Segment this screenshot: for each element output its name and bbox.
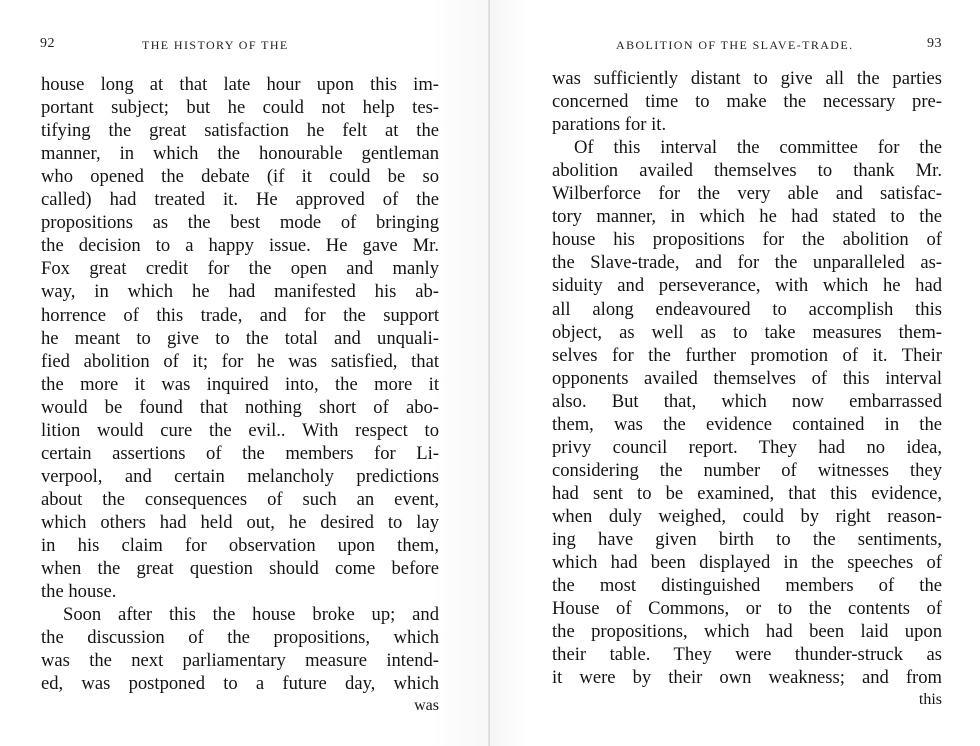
text-line: would be found that nothing short of abo- (41, 396, 439, 418)
text-line: when the great question should come before (41, 558, 439, 580)
text-line: horrence of this trade, and for the support (41, 304, 439, 326)
text-line: called) had treated it. He approved of the (41, 189, 439, 211)
text-line: Soon after this the house broke up; and (63, 604, 439, 626)
right-page (490, 0, 980, 746)
text-line: was sufficiently distant to give all the parties (552, 68, 942, 89)
text-line: privy council report. They had no idea, (552, 436, 942, 458)
text-line: when duly weighed, could by right reason- (552, 505, 942, 527)
text-line: all along endeavoured to accomplish this (552, 298, 942, 320)
text-line: it were by their own weakness; and from (552, 667, 942, 689)
text-line: considering the number of witnesses they (552, 459, 942, 481)
text-line: tory manner, in which he had stated to the (552, 206, 942, 228)
text-line: certain assertions of the members for Li- (41, 442, 439, 464)
text-line: House of Commons, or to the contents of (552, 598, 942, 620)
text-line: had sent to be examined, that this evidence, (552, 482, 942, 504)
text-line: them, was the evidence contained in the (552, 413, 942, 435)
text-line: concerned time to make the necessary pre- (552, 91, 942, 113)
text-line: Wilberforce for the very able and satisfac- (552, 183, 942, 205)
text-line: also. But that, which now embarrassed (552, 390, 942, 412)
text-line: in his claim for observation upon them, (41, 535, 439, 556)
text-line: way, in which he had manifested his ab- (41, 281, 439, 303)
text-line: the house. (41, 581, 117, 603)
text-line: tifying the great satisfaction he felt at the (41, 120, 439, 142)
text-line: ing have given birth to the sentiments, (552, 529, 942, 550)
text-line: house his propositions for the abolition of (552, 229, 942, 251)
text-line: manner, in which the honourable gentleman (41, 143, 439, 165)
text-line: the more it was inquired into, the more it (41, 373, 439, 395)
text-line: object, as well as to take measures them- (552, 321, 942, 343)
text-line: which had been displayed in the speeches of (552, 552, 942, 574)
right-page-header (490, 38, 980, 56)
text-line: the decision to a happy issue. He gave Mr. (41, 235, 439, 257)
left-page-header (0, 38, 490, 56)
text-line: lition would cure the evil.. With respect to (41, 419, 439, 441)
text-line: fied abolition of it; for he was satisfied, that (41, 350, 439, 372)
text-line: house long at that late hour upon this im- (41, 74, 439, 95)
text-line: portant subject; but he could not help tes- (41, 97, 439, 119)
catchword: was (414, 697, 439, 714)
text-line: verpool, and certain melancholy predictions (41, 465, 439, 487)
text-line: the propositions, which had been laid upon (552, 621, 942, 643)
text-line: Fox great credit for the open and manly (41, 258, 439, 280)
left-page-number: 92 (40, 36, 55, 51)
text-line: the Slave-trade, and for the unparalleled as- (552, 252, 942, 274)
catchword: this (918, 691, 942, 708)
text-line: selves for the further promotion of it. Their (552, 344, 942, 366)
text-line: about the consequences of such an event, (41, 488, 439, 510)
text-line: Of this interval the committee for the (574, 137, 942, 159)
text-line: the most distinguished members of the (552, 575, 942, 597)
right-running-head: ABOLITION OF THE SLAVE-TRADE. (616, 38, 854, 52)
text-line: parations for it. (552, 114, 667, 136)
text-line: propositions as the best mode of bringing (41, 212, 439, 234)
text-line: their table. They were thunder-struck as (552, 644, 942, 666)
text-line: was the next parliamentary measure intend- (41, 650, 439, 672)
text-line: ed, was postponed to a future day, which (41, 673, 439, 695)
text-line: which others had held out, he desired to lay (41, 511, 439, 533)
text-line: he meant to give to the total and unquali- (41, 327, 439, 349)
text-line: abolition availed themselves to thank Mr. (552, 160, 942, 182)
left-running-head: THE HISTORY OF THE (142, 38, 289, 52)
right-page-number: 93 (927, 36, 942, 51)
text-line: the discussion of the propositions, which (41, 627, 439, 649)
text-line: siduity and perseverance, with which he had (552, 275, 942, 297)
text-line: opponents availed themselves of this interval (552, 367, 942, 389)
text-line: who opened the debate (if it could be so (41, 166, 439, 188)
